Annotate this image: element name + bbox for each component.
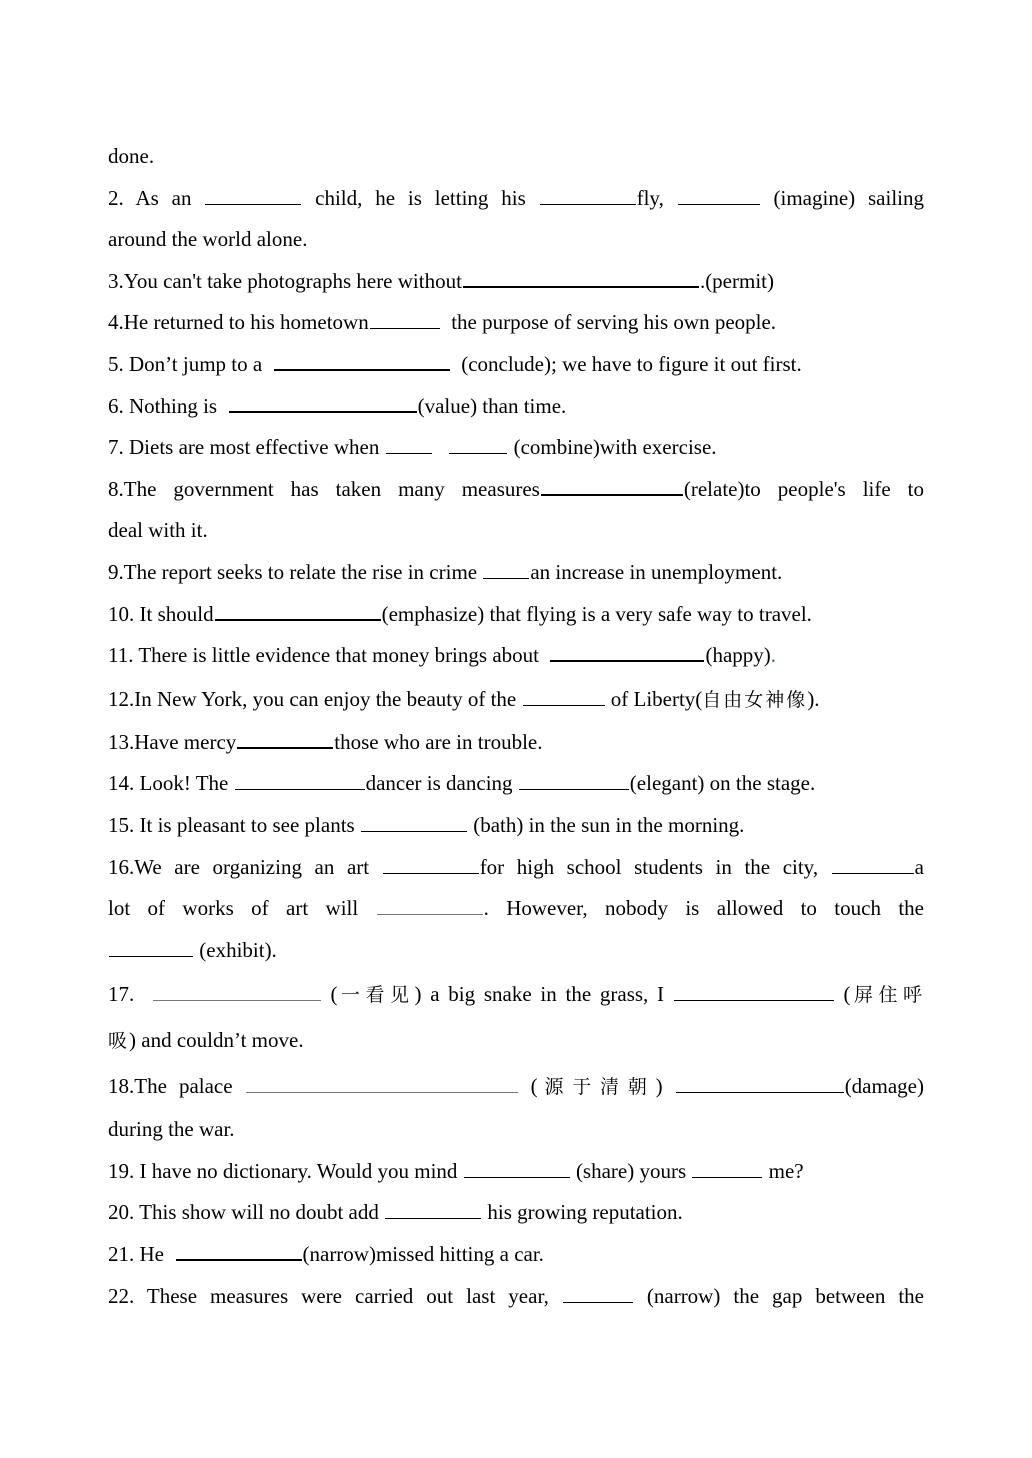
answer-blank[interactable]: [205, 203, 301, 205]
text: lot of works of art will: [108, 896, 376, 921]
text: an increase in unemployment.: [530, 559, 783, 584]
sentence-8: [108, 469, 924, 511]
sentence-3: [108, 261, 924, 303]
text: (happy): [705, 643, 771, 668]
text: (combine)with exercise.: [508, 435, 717, 460]
sentence-19: [108, 1151, 924, 1193]
text: 3.You can't take photographs here without: [108, 268, 462, 293]
text: .: [770, 643, 777, 668]
chinese-hint: 吸: [108, 1030, 130, 1053]
text: (narrow) the gap between the: [633, 1283, 924, 1308]
sentence-16-cont: [108, 888, 924, 930]
answer-blank[interactable]: [678, 203, 760, 205]
answer-blank[interactable]: [832, 872, 914, 874]
text: his growing reputation.: [482, 1200, 683, 1225]
sentence-18: [108, 1063, 924, 1109]
answer-blank[interactable]: [483, 577, 529, 579]
sentence-12: [108, 677, 924, 722]
answer-blank[interactable]: [246, 1091, 518, 1093]
text: (conclude); we have to figure it out first.: [450, 351, 802, 376]
answer-blank[interactable]: [176, 1258, 302, 1261]
text: 12.In New York, you can enjoy the beauty of the: [108, 686, 522, 711]
text: 9.The report seeks to relate the rise in crime: [108, 559, 483, 584]
text: (: [834, 982, 851, 1007]
text: ) and couldn’t move.: [129, 1028, 304, 1053]
answer-blank[interactable]: [215, 618, 381, 621]
text: ): [655, 1074, 675, 1099]
sentence-13: [108, 722, 924, 764]
answer-blank[interactable]: [109, 955, 193, 957]
answer-blank[interactable]: [676, 1091, 844, 1093]
sentence-14: [108, 763, 924, 805]
sentence-2-cont: [108, 219, 924, 261]
text: (relate)to people's life to: [683, 476, 924, 501]
text: ) a big snake in the grass, I: [414, 982, 673, 1007]
text: 21. He: [108, 1242, 175, 1267]
sentence-17-cont: [108, 1017, 924, 1063]
sentence-7: [108, 427, 924, 469]
text: (bath) in the sun in the morning.: [467, 812, 745, 837]
sentence-6: [108, 386, 924, 428]
answer-blank[interactable]: [449, 452, 507, 454]
text: 8.The government has taken many measures: [108, 476, 540, 501]
text: around the world alone.: [108, 227, 308, 252]
text: the purpose of serving his own people.: [440, 310, 777, 335]
text: 14. Look! The: [108, 771, 234, 796]
text: (imagine) sailing: [760, 185, 924, 210]
sentence-15: [108, 805, 924, 847]
answer-blank[interactable]: [370, 327, 440, 329]
chinese-hint: 屏住呼: [850, 984, 925, 1007]
text: (exhibit).: [194, 937, 277, 962]
answer-blank[interactable]: [383, 872, 479, 874]
answer-blank[interactable]: [523, 704, 605, 706]
answer-blank[interactable]: [386, 452, 432, 454]
sentence-18-cont: [108, 1109, 924, 1151]
answer-blank[interactable]: [237, 746, 333, 749]
sentence-16: [108, 847, 924, 889]
text: me?: [763, 1158, 804, 1183]
text: 11. There is little evidence that money brings about: [108, 643, 550, 668]
text: for high school students in the city,: [479, 854, 831, 879]
answer-blank[interactable]: [153, 999, 321, 1001]
text: (elegant) on the stage.: [629, 771, 816, 796]
text: (narrow)missed hitting a car.: [302, 1242, 544, 1267]
sentence-21: [108, 1234, 924, 1276]
answer-blank[interactable]: [519, 788, 629, 790]
text: 22. These measures were carried out last year,: [108, 1283, 562, 1308]
sentence-22: [108, 1276, 924, 1318]
sentence-16-end: [108, 930, 924, 972]
text: fly,: [636, 185, 677, 210]
sentence-1-end: [108, 136, 924, 178]
answer-blank[interactable]: [563, 1301, 633, 1303]
text: 19. I have no dictionary. Would you mind: [108, 1158, 463, 1183]
text: deal with it.: [108, 518, 208, 543]
answer-blank[interactable]: [361, 830, 467, 832]
sentence-5: [108, 344, 924, 386]
answer-blank[interactable]: [464, 1176, 570, 1178]
answer-blank[interactable]: [274, 368, 450, 371]
text: those who are in trouble.: [334, 729, 543, 754]
answer-blank[interactable]: [235, 788, 365, 790]
text: (: [518, 1074, 538, 1099]
text: 2. As an: [108, 185, 205, 210]
text: (emphasize) that flying is a very safe way to travel.: [381, 601, 812, 626]
text: 16.We are organizing an art: [108, 854, 382, 879]
text: 7. Diets are most effective when: [108, 435, 385, 460]
text: (share) yours: [570, 1158, 692, 1183]
text: 10. It should: [108, 601, 214, 626]
text: .(permit): [699, 268, 774, 293]
sentence-11: [108, 635, 924, 677]
sentence-4: [108, 302, 924, 344]
text: 4.He returned to his hometown: [108, 310, 369, 335]
text: 13.Have mercy: [108, 729, 237, 754]
sentence-9: [108, 552, 924, 594]
text: . However, nobody is allowed to touch the: [483, 896, 924, 921]
sentence-8-cont: [108, 510, 924, 552]
text: [433, 435, 449, 459]
text: (: [321, 982, 338, 1007]
text: (damage): [844, 1074, 924, 1099]
text: done.: [108, 144, 155, 168]
text: a: [914, 854, 924, 879]
answer-blank[interactable]: [377, 913, 483, 915]
text: dancer is dancing: [365, 771, 518, 796]
answer-blank[interactable]: [229, 410, 417, 413]
text: 17.: [108, 982, 152, 1007]
sentence-10: [108, 594, 924, 636]
chinese-hint: 自由女神像: [702, 688, 808, 711]
answer-blank[interactable]: [463, 285, 699, 288]
text: child, he is letting his: [302, 185, 539, 210]
text: 20. This show will no doubt add: [108, 1200, 385, 1225]
answer-blank[interactable]: [550, 659, 704, 662]
sentence-20: [108, 1192, 924, 1234]
answer-blank[interactable]: [540, 203, 636, 205]
text: 18.The palace: [108, 1074, 245, 1099]
text: 5. Don’t jump to a: [108, 351, 273, 376]
chinese-hint: 源于清朝: [537, 1076, 656, 1099]
sentence-17: [108, 971, 924, 1017]
text: 15. It is pleasant to see plants: [108, 812, 360, 837]
text: 6. Nothing is: [108, 393, 228, 418]
chinese-hint: 一看见: [337, 984, 415, 1007]
text: during the war.: [108, 1117, 235, 1142]
answer-blank[interactable]: [541, 493, 683, 496]
text: of Liberty(: [605, 686, 703, 711]
worksheet-page: [108, 136, 924, 1317]
text: (value) than time.: [417, 393, 567, 418]
answer-blank[interactable]: [692, 1176, 762, 1178]
sentence-2: [108, 178, 924, 220]
answer-blank[interactable]: [674, 999, 834, 1001]
answer-blank[interactable]: [385, 1217, 481, 1219]
text: ).: [807, 686, 820, 711]
